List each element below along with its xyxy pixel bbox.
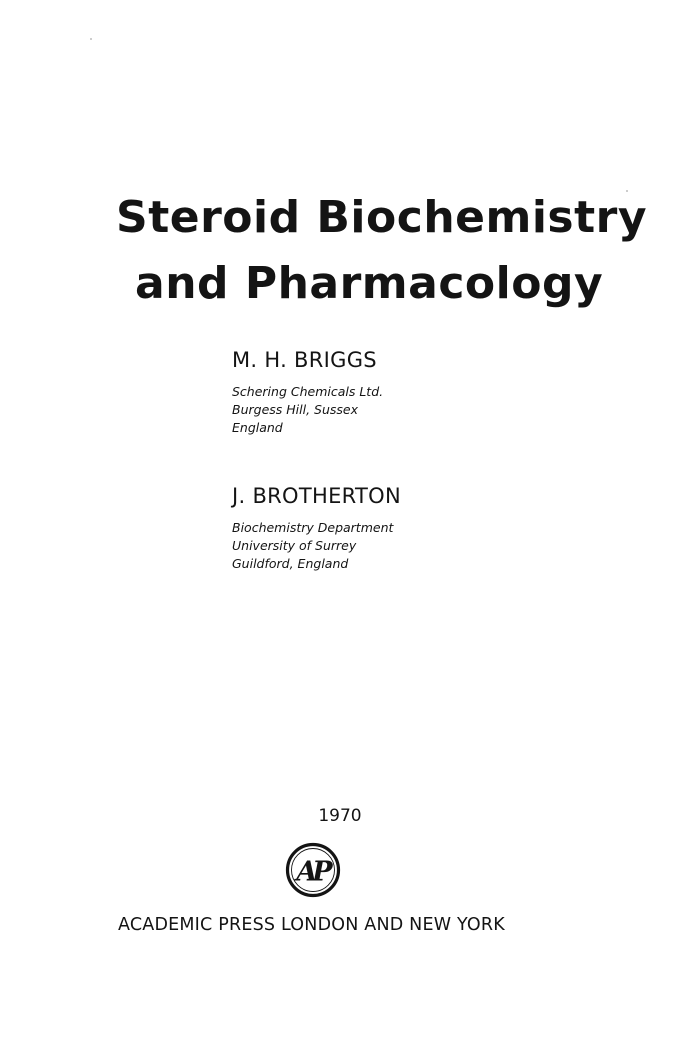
author-name: M. H. BRIGGS (232, 348, 377, 372)
author-affiliation-line: Schering Chemicals Ltd. (232, 384, 384, 399)
author-affiliation-line: Guildford, England (232, 556, 349, 571)
publication-year: 1970 (318, 806, 362, 826)
logo-monogram: AP (296, 856, 328, 888)
ap-publisher-logo-icon (285, 842, 341, 898)
author-block-brotherton (232, 486, 401, 573)
author-name: J. BROTHERTON (232, 484, 401, 508)
book-title-line-2: and Pharmacology (135, 258, 604, 309)
publisher-imprint: ACADEMIC PRESS LONDON AND NEW YORK (118, 915, 505, 935)
book-title-line-1: Steroid Biochemistry (116, 192, 648, 243)
author-affiliation-line: Burgess Hill, Sussex (232, 402, 358, 417)
author-affiliation-line: University of Surrey (232, 538, 357, 553)
author-affiliation-line: England (232, 420, 283, 435)
author-affiliation-line: Biochemistry Department (232, 520, 394, 535)
scan-speck (90, 38, 92, 40)
author-block-briggs (232, 350, 383, 437)
